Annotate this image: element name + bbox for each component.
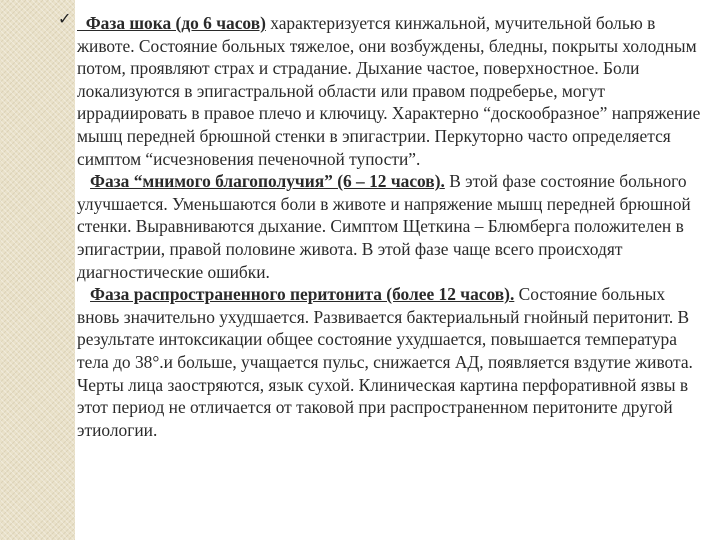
- text-peritonitis-phase: Состояние больных вновь значительно ухудшается. Развивается бактериальный гнойный перитонит. В результате интоксикации общее состояние ухудшается, повышается температура тела до 38°.и больше, учащается пульс, снижается АД, появляется вздутие живота. Черты лица заостряются, язык сухой. Клиническая картина перфоративной язвы в этот период не отличается от таковой при распространенном перитоните другой этиологии.: [77, 284, 693, 440]
- heading-imaginary-wellbeing-phase: Фаза “мнимого благополучия” (6 – 12 часов).: [90, 171, 445, 192]
- paragraph-shock-phase: [77, 12, 709, 170]
- decorative-side-strip: [0, 0, 75, 540]
- paragraph-imaginary-wellbeing-phase: [77, 170, 709, 283]
- text-shock-phase: характеризуется кинжальной, мучительной болью в животе. Состояние больных тяжелое, они возбуждены, бледны, покрыты холодным потом, проявляют страх и страдание. Дыхание частое, поверхностное. Боли локализуются в эпигастральной области или правом подреберье, могут иррадиировать в правое плечо и ключицу. Характерно “доскообразное” напряжение мышц передней брюшной стенки в эпигастрии. Перкуторно часто определяется симптом “исчезновения печеночной тупости”.: [77, 13, 701, 169]
- text-imaginary-wellbeing-phase: В этой фазе состояние больного улучшается. Уменьшаются боли в животе и напряжение мышц передней брюшной стенки. Выравниваются дыхание. Симптом Щеткина – Блюмберга положителен в эпигастрии, правой половине живота. В этой фазе чаще всего происходят диагностические ошибки.: [77, 171, 691, 282]
- paragraph-peritonitis-phase: [77, 283, 709, 441]
- heading-peritonitis-phase: Фаза распространенного перитонита (более 12 часов).: [90, 284, 515, 305]
- slide-text-body: [77, 12, 709, 441]
- checkmark-bullet-icon: ✓: [58, 11, 72, 28]
- heading-shock-phase: Фаза шока (до 6 часов): [77, 13, 266, 33]
